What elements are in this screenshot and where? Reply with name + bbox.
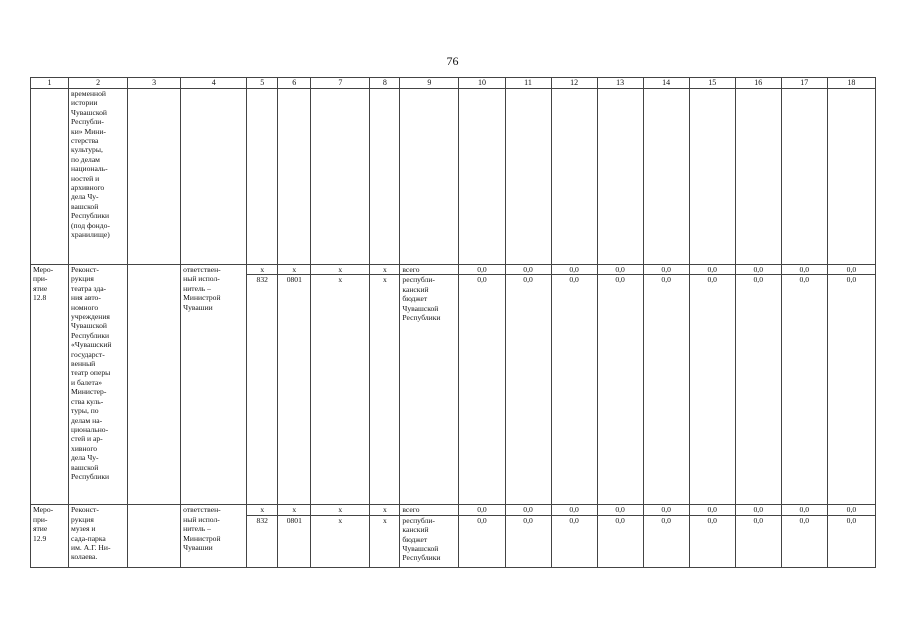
- measure-executor: ответствен- ный испол- нитель – Министрой Чувашии: [181, 265, 247, 505]
- cell-c7: x: [311, 265, 370, 275]
- measure-col3: [128, 265, 181, 505]
- value-cell: 0,0: [735, 275, 781, 505]
- measure-title: Реконст- рукция музея и сада-парка им. А.Г. Ни- колаева.: [69, 505, 128, 567]
- value-cell: 0,0: [735, 265, 781, 275]
- cell-c6: 0801: [278, 275, 311, 505]
- column-number-4: 4: [181, 78, 247, 89]
- column-number-1: 1: [31, 78, 69, 89]
- program-table: [30, 77, 876, 568]
- cell-c7: x: [311, 505, 370, 515]
- measure-id: Меро- при- ятие 12.9: [31, 505, 69, 567]
- measure-row-12-8: [31, 265, 876, 275]
- value-cell: 0,0: [781, 505, 827, 515]
- value-cell: 0,0: [781, 275, 827, 505]
- measure-id: Меро- при- ятие 12.8: [31, 265, 69, 505]
- value-cell: 0,0: [505, 515, 551, 567]
- value-cell: 0,0: [781, 265, 827, 275]
- value-cell: 0,0: [827, 265, 875, 275]
- column-number-10: 10: [459, 78, 505, 89]
- value-cell: 0,0: [459, 275, 505, 505]
- value-cell: 0,0: [735, 505, 781, 515]
- cell-c8: x: [370, 505, 400, 515]
- measure-title: Реконст- рукция театра зда- ния авто- номного учреждения Чувашской Республики «Чувашский государст- венный театр оперы и балета» Министер- ства куль- туры, по делам на- ционально- стей и ар- хивного дела Чу- вашской Республики: [69, 265, 128, 505]
- cell-source: всего: [400, 265, 459, 275]
- cell-c8: x: [370, 515, 400, 567]
- value-cell: 0,0: [643, 265, 689, 275]
- value-cell: 0,0: [459, 505, 505, 515]
- value-cell: 0,0: [689, 275, 735, 505]
- value-cell: 0,0: [689, 505, 735, 515]
- cell-c5: 832: [247, 515, 278, 567]
- cell-col1: [31, 89, 69, 265]
- measure-row-12-9: [31, 505, 876, 515]
- column-number-18: 18: [827, 78, 875, 89]
- value-cell: 0,0: [643, 275, 689, 505]
- value-cell: 0,0: [597, 505, 643, 515]
- column-number-14: 14: [643, 78, 689, 89]
- column-number-6: 6: [278, 78, 311, 89]
- cell-col2: временной истории Чувашской Республи- ки» Мини- стерства культуры, по делам националь- ностей и архивного дела Чу- вашской Республики (под фондо- хранилище): [69, 89, 128, 265]
- column-number-9: 9: [400, 78, 459, 89]
- column-number-2: 2: [69, 78, 128, 89]
- value-cell: 0,0: [505, 265, 551, 275]
- cell-c6: x: [278, 265, 311, 275]
- value-cell: 0,0: [781, 515, 827, 567]
- cell-col3: [128, 89, 181, 265]
- cell-c5: x: [247, 265, 278, 275]
- value-cell: 0,0: [597, 515, 643, 567]
- cell-c5: x: [247, 505, 278, 515]
- cell-c8: x: [370, 265, 400, 275]
- column-number-7: 7: [311, 78, 370, 89]
- column-number-8: 8: [370, 78, 400, 89]
- cell-c7: x: [311, 515, 370, 567]
- column-number-13: 13: [597, 78, 643, 89]
- column-number-header: [31, 78, 876, 89]
- continuation-row: [31, 89, 876, 265]
- value-cell: 0,0: [689, 515, 735, 567]
- value-cell: 0,0: [827, 505, 875, 515]
- value-cell: 0,0: [459, 265, 505, 275]
- cell-source: республи- канский бюджет Чувашской Республики: [400, 275, 459, 505]
- column-number-3: 3: [128, 78, 181, 89]
- value-cell: 0,0: [551, 515, 597, 567]
- value-cell: 0,0: [551, 265, 597, 275]
- column-number-12: 12: [551, 78, 597, 89]
- value-cell: 0,0: [459, 515, 505, 567]
- value-cell: 0,0: [597, 275, 643, 505]
- value-cell: 0,0: [689, 265, 735, 275]
- measure-executor: ответствен- ный испол- нитель – Министрой Чувашии: [181, 505, 247, 567]
- column-number-15: 15: [689, 78, 735, 89]
- page-number: 76: [446, 54, 459, 68]
- value-cell: 0,0: [643, 515, 689, 567]
- value-cell: 0,0: [551, 275, 597, 505]
- value-cell: 0,0: [505, 275, 551, 505]
- column-number-17: 17: [781, 78, 827, 89]
- cell-c6: x: [278, 505, 311, 515]
- value-cell: 0,0: [551, 505, 597, 515]
- measure-col3: [128, 505, 181, 567]
- cell-c8: x: [370, 275, 400, 505]
- value-cell: 0,0: [735, 515, 781, 567]
- cell-c6: 0801: [278, 515, 311, 567]
- column-number-16: 16: [735, 78, 781, 89]
- value-cell: 0,0: [643, 505, 689, 515]
- column-number-5: 5: [247, 78, 278, 89]
- cell-source: всего: [400, 505, 459, 515]
- value-cell: 0,0: [827, 275, 875, 505]
- value-cell: 0,0: [827, 515, 875, 567]
- cell-c5: 832: [247, 275, 278, 505]
- cell-source: республи- канский бюджет Чувашской Республики: [400, 515, 459, 567]
- value-cell: 0,0: [505, 505, 551, 515]
- column-number-11: 11: [505, 78, 551, 89]
- value-cell: 0,0: [597, 265, 643, 275]
- cell-c7: x: [311, 275, 370, 505]
- cell-col4: [181, 89, 247, 265]
